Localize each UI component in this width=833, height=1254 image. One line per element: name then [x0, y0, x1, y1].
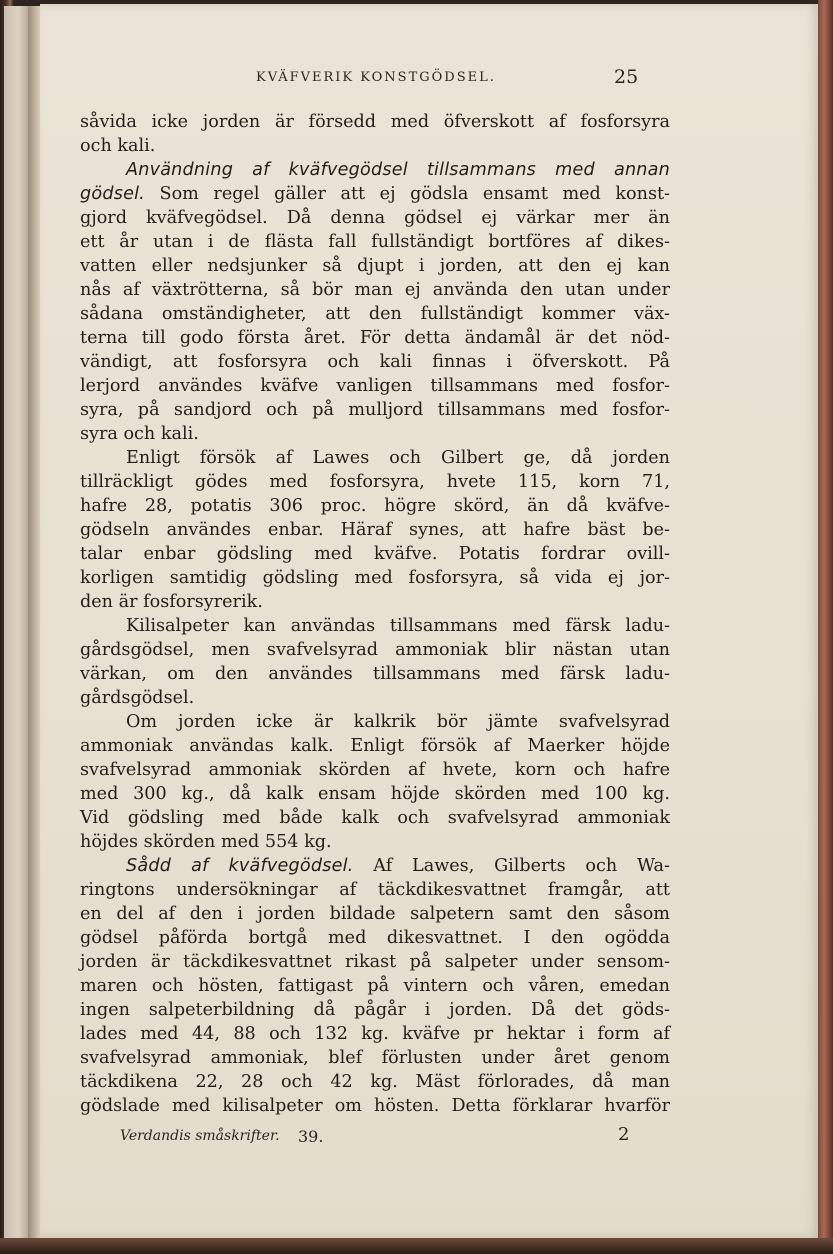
text-line: tillräckligt gödes med fosforsyra, hvete 115, korn 71, — [80, 472, 670, 492]
text-line: gjord kväfvegödsel. Då denna gödsel ej värkar mer än — [80, 208, 670, 228]
book-cover-edge-bottom — [0, 1238, 833, 1254]
text-line: maren och hösten, fattigast på vintern och våren, emedan — [80, 976, 670, 996]
text-line: jorden är täckdikesvattnet rikast på salpeter under sensom- — [80, 952, 670, 972]
text-line: Vid gödsling med både kalk och svafvelsyrad ammoniak — [80, 808, 670, 828]
text-line: terna till godo första året. För detta ändamål är det nöd- — [80, 328, 670, 348]
text-line: svafvelsyrad ammoniak skörden af hvete, korn och hafre — [80, 760, 670, 780]
book-cover-edge-right — [818, 0, 833, 1254]
text-line: nås af växtrötterna, så bör man ej använda den utan under — [80, 280, 670, 300]
text-line: svafvelsyrad ammoniak, blef förlusten under året genom — [80, 1048, 670, 1068]
text-line: den är fosforsyrerik. — [80, 592, 263, 612]
text-line: gödsel påförda bortgå med dikesvattnet. I den ogödda — [80, 928, 670, 948]
binding-gutter — [28, 6, 40, 1242]
text-line-rest: Som regel gäller att ej gödsla ensamt med konst- — [144, 184, 670, 204]
text-line: såvida icke jorden är försedd med öfverskott af fosforsyra — [80, 112, 670, 132]
section-heading-italic-cont: gödsel. — [80, 184, 145, 204]
text-line: ammoniak användas kalk. Enligt försök af Maerker höjde — [80, 736, 670, 756]
text-line: sådana omständigheter, att den fullständigt kommer väx- — [80, 304, 670, 324]
text-line: värkan, om den användes tillsammans med färsk ladu- — [80, 664, 670, 684]
text-line: hafre 28, potatis 306 proc. högre skörd, än då kväfve- — [80, 496, 670, 516]
text-line: och kali. — [80, 136, 156, 156]
text-line: talar enbar gödsling med kväfve. Potatis fordrar ovill- — [80, 544, 670, 564]
body-text — [80, 110, 670, 1118]
running-title: KVÄFVERIK KONSTGÖDSEL. — [256, 70, 496, 85]
text-line: syra och kali. — [80, 424, 199, 444]
section-heading-line — [80, 158, 670, 182]
section-heading-italic: Användning af kväfvegödsel tillsammans med annan — [126, 160, 670, 180]
page-footer — [120, 1124, 640, 1152]
text-line: vändigt, att fosforsyra och kali finnas i öfverskott. På — [80, 352, 670, 372]
text-line: syra, på sandjord och på mulljord tillsammans med fosfor- — [80, 400, 670, 420]
series-number: 39. — [298, 1127, 324, 1146]
text-line-rest: Af Lawes, Gilberts och Wa- — [353, 856, 670, 876]
text-line: ett år utan i de flästa fall fullständigt bortföres af dikes- — [80, 232, 670, 252]
text-line: gödslade med kilisalpeter om hösten. Detta förklarar hvarför — [80, 1096, 670, 1116]
text-line: Kilisalpeter kan användas tillsammans med färsk ladu- — [126, 616, 670, 636]
text-line: korligen samtidig gödsling med fosforsyra, så vida ej jor- — [80, 568, 670, 588]
series-title: Verdandis småskrifter. — [120, 1128, 280, 1144]
previous-page-edge — [4, 6, 29, 1242]
text-line: lerjord användes kväfve vanligen tillsammans med fosfor- — [80, 376, 670, 396]
page-header — [40, 66, 820, 90]
section-heading-line — [80, 854, 670, 878]
text-line: lades med 44, 88 och 132 kg. kväfve pr hektar i form af — [80, 1024, 670, 1044]
signature-mark: 2 — [618, 1124, 630, 1145]
text-line: täckdikena 22, 28 och 42 kg. Mäst förlorades, då man — [80, 1072, 670, 1092]
text-line: med 300 kg., då kalk ensam höjde skörden med 100 kg. — [80, 784, 670, 804]
text-line: gårdsgödsel, men svafvelsyrad ammoniak blir nästan utan — [80, 640, 670, 660]
text-line: höjdes skörden med 554 kg. — [80, 832, 332, 852]
text-line: vatten eller nedsjunker så djupt i jorden, att den ej kan — [80, 256, 670, 276]
text-line: Enligt försök af Lawes och Gilbert ge, då jorden — [126, 448, 670, 468]
text-line — [80, 182, 670, 206]
text-line: ringtons undersökningar af täckdikesvattnet framgår, att — [80, 880, 670, 900]
text-line: ingen salpeterbildning då pågår i jorden. Då det göds- — [80, 1000, 670, 1020]
text-line: gödseln användes enbar. Häraf synes, att hafre bäst be- — [80, 520, 670, 540]
text-line: gårdsgödsel. — [80, 688, 195, 708]
page-number: 25 — [614, 66, 639, 88]
section-heading-italic: Sådd af kväfvegödsel. — [126, 856, 354, 876]
text-line: en del af den i jorden bildade salpetern samt den såsom — [80, 904, 670, 924]
text-line: Om jorden icke är kalkrik bör jämte svafvelsyrad — [126, 712, 670, 732]
